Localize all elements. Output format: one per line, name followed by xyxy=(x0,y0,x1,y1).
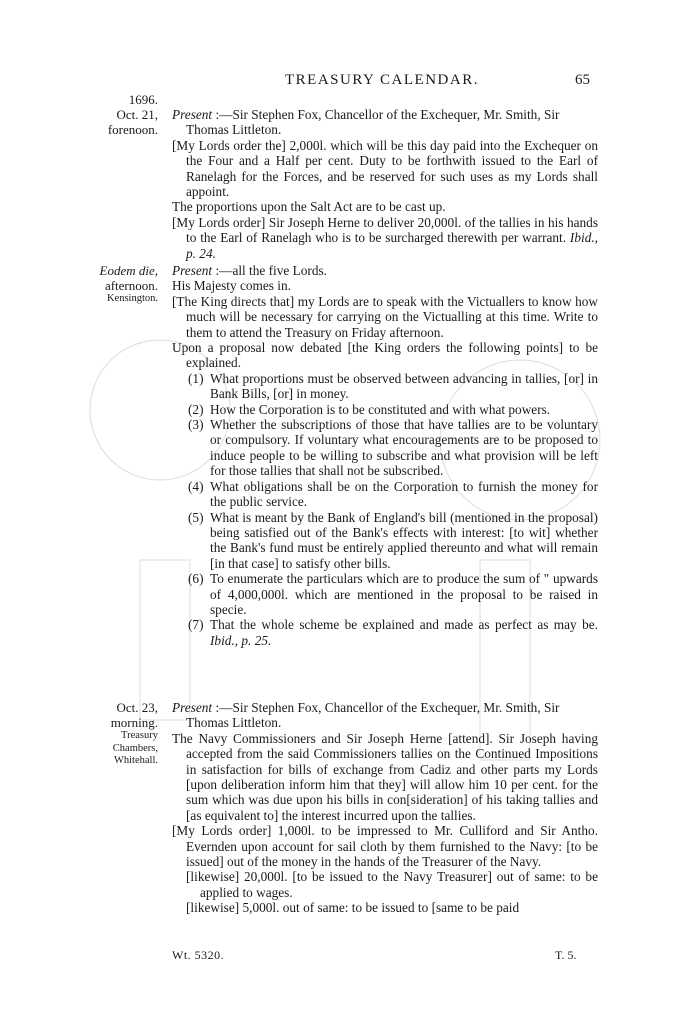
list-item: (3) Whether the subscriptions of those that have tallies are to be voluntary or compulsory. If voluntary what encouragements are to be proposed to induce people to be willing to subscribe and what provision will be left for those tallies that shall not be subscribed. xyxy=(188,417,598,479)
margin-date: Oct. 23, xyxy=(116,700,158,715)
list-item: (1) What proportions must be observed between advancing in tallies, [or] in Bank Bills, [or] in money. xyxy=(188,370,598,402)
margin-place: Chambers, xyxy=(112,742,158,754)
present-line: Present :—Sir Stephen Fox, Chancellor of the Exchequer, Mr. Smith, Sir Thomas Littleton. xyxy=(172,700,560,731)
page-footer xyxy=(0,948,674,964)
margin-date: Eodem die, xyxy=(99,263,158,278)
list-item: (4) What obligations shall be on the Corporation to furnish the money for the public service. xyxy=(188,478,598,510)
margin-year: 1696. xyxy=(128,92,158,107)
print-mark: Wt. 5320. xyxy=(172,948,225,962)
numbered-points xyxy=(172,371,598,648)
reference: Ibid., p. 24. xyxy=(186,230,598,261)
margin-note xyxy=(70,263,158,306)
paragraph: [My Lords order] 1,000l. to be impressed to Mr. Culliford and Sir Antho. Evernden upon account for sail cloth by them furnished to the Navy: [to be issued] out of the money in the hands of the Treasurer of the Navy. xyxy=(172,823,598,870)
margin-time: afternoon. xyxy=(104,278,158,293)
entry-body xyxy=(172,263,598,648)
paragraph: [The King directs that] my Lords are to speak with the Victuallers to know how much will be necessary for carrying on the Victualling at this time. Write to them to attend the Treasury on Friday afternoon. xyxy=(172,293,598,340)
paragraph: The Navy Commissioners and Sir Joseph Herne [attend]. Sir Joseph having accepted from the said Commissioners tallies on the Continued Impositions in satisfaction for bills of exchange from Cadiz and other parts my Lords [upon deliberation inform him that they] will allow him 10 per cent. for the sum which was due upon his bills in con[sideration] of his taking tallies and [as equivalent to] the interest incurred upon the tallies. xyxy=(172,730,598,823)
list-item: (5) What is meant by the Bank of England's bill (mentioned in the proposal) being satisfied out of the Bank's effects with interest: [to wit] whether the Bank's fund must be entirely applied thereunto and what will remain [in that case] to satisfy other bills. xyxy=(188,509,598,571)
margin-time: forenoon. xyxy=(107,122,158,137)
margin-date: Oct. 21, xyxy=(116,107,158,122)
page-number: 65 xyxy=(575,72,590,88)
reference: Ibid., p. 25. xyxy=(210,632,272,648)
margin-time: morning. xyxy=(110,715,158,730)
signature-mark: T. 5. xyxy=(555,948,577,962)
entry-body xyxy=(172,107,598,261)
list-item: (2) How the Corporation is to be constituted and with what powers. xyxy=(188,401,551,417)
margin-place: Treasury xyxy=(121,730,158,741)
present-line: Present :—all the five Lords. xyxy=(172,263,327,278)
margin-place: Kensington. xyxy=(106,293,158,304)
running-title: TREASURY CALENDAR. xyxy=(285,72,479,88)
list-item: (7) That the whole scheme be explained and made as perfect as may be. Ibid., p. 25. xyxy=(188,617,598,648)
margin-note xyxy=(70,700,158,768)
margin-note xyxy=(70,92,158,137)
paragraph: [likewise] 5,000l. out of same: to be issued to [same to be paid xyxy=(186,900,520,916)
paragraph: The proportions upon the Salt Act are to be cast up. xyxy=(172,199,446,215)
paragraph: [My Lords order] Sir Joseph Herne to deliver 20,000l. of the tallies in his hands to the Earl of Ranelagh who is to be surcharged therewith per warrant. Ibid., p. 24. xyxy=(172,214,598,261)
paragraph: [likewise] 20,000l. [to be issued to the Navy Treasurer] out of same: to be applied to wages. xyxy=(186,869,598,900)
page-header xyxy=(0,72,674,92)
paragraph: Upon a proposal now debated [the King orders the following points] to be explained. xyxy=(172,340,598,371)
paragraph: His Majesty comes in. xyxy=(172,278,291,294)
entry-body xyxy=(172,700,598,916)
present-line: Present :—Sir Stephen Fox, Chancellor of the Exchequer, Mr. Smith, Sir Thomas Littleton. xyxy=(172,107,560,138)
paragraph: [My Lords order the] 2,000l. which will be this day paid into the Exchequer on the Four and a Half per cent. Duty to be forthwith issued to the Earl of Ranelagh for the Forces, and be reserved for such uses as my Lords shall appoint. xyxy=(172,137,598,200)
list-item: (6) To enumerate the particulars which are to produce the sum of " upwards of 4,000,000l. which are mentioned in the proposal to be raised in specie. xyxy=(188,571,598,617)
margin-place: Whitehall. xyxy=(113,755,158,766)
